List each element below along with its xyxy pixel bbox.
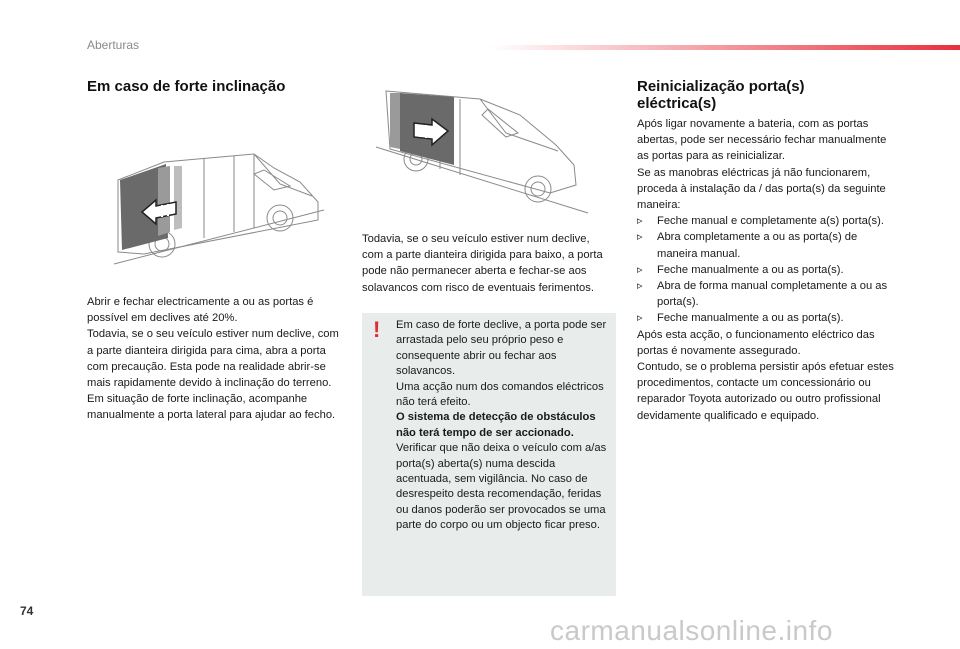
heading-steep-slope: Em caso de forte inclinação (87, 78, 286, 95)
warning-bold-line: O sistema de detecção de obstáculos não terá tempo de ser accionado. (396, 411, 596, 439)
list-item-text: Abra de forma manual completamente a ou as porta(s). (657, 280, 888, 309)
right-intro: Após ligar novamente a bateria, com as portas abertas, pode ser necessário fechar manualmente as portas para as reinicializar. Se as manobras eléctricas já não funcionarem, proceda à instalação da / das porta(s) da seguinte maneira: (637, 118, 887, 212)
section-title: Aberturas (87, 38, 140, 52)
list-item (637, 262, 899, 278)
page-number: 74 (20, 604, 34, 618)
left-paragraph-text: Abrir e fechar electricamente a ou as portas é possível em declives até 20%. Todavia, se o seu veículo estiver num declive, com a parte dianteira dirigida para cima, abra a porta com precaução. Esta pode na realidade abrir-se mais rapidamente devido à inclinação do terreno. Em situação de forte inclinação, acompanhe manualmente a porta lateral para ajudar ao fecho. (87, 296, 339, 422)
list-item (637, 310, 899, 326)
warning-line-2: Uma acção num dos comandos eléctricos não terá efeito. (396, 380, 604, 409)
warning-line-3: Verificar que não deixa o veículo com a/as porta(s) aberta(s) numa descida acentuada, sem vigilância. No caso de desrespeito desta recomendação, feridas ou danos poderão ser provocados se uma parte do corpo ou um objecto ficar preso. (396, 442, 607, 532)
bullet-icon: ▹ (637, 215, 643, 228)
list-item-text: Abra completamente a ou as porta(s) de maneira manual. (657, 231, 858, 260)
list-item (637, 229, 899, 261)
right-column (637, 116, 899, 424)
bullet-icon: ▹ (637, 280, 643, 293)
list-item-text: Feche manual e completamente a(s) porta(s). (657, 215, 884, 228)
warning-text (396, 318, 610, 534)
bullet-icon: ▹ (637, 231, 643, 244)
right-outro: Após esta acção, o funcionamento eléctrico das portas é novamente assegurado. Contudo, se o problema persistir após efetuar estes procedimentos, contacte um concessionário ou reparador Toyota autorizado ou outro profissional devidamente qualificado e equipado. (637, 328, 894, 422)
middle-paragraph: Todavia, se o seu veículo estiver num declive, com a parte dianteira dirigida para baixo, a porta pode não permanecer aberta e fechar-se aos solavancos com risco de eventuais ferimentos. (362, 233, 603, 294)
bullet-icon: ▹ (637, 263, 643, 276)
header-rule (490, 45, 960, 50)
exclamation-icon: ! (373, 317, 381, 342)
van-uphill-illustration (104, 140, 330, 268)
list-item-text: Feche manualmente a ou as porta(s). (657, 312, 844, 325)
heading-door-reset: Reinicialização porta(s) eléctrica(s) (637, 78, 805, 112)
watermark: carmanualsonline.info (550, 615, 833, 646)
list-item (637, 278, 899, 310)
list-item-text: Feche manualmente a ou as porta(s). (657, 263, 844, 276)
left-paragraph (87, 294, 345, 424)
bullet-icon: ▹ (637, 312, 643, 325)
van-downhill-illustration (370, 85, 596, 217)
warning-line-1: Em caso de forte declive, a porta pode ser arrastada pelo seu próprio peso e consequente abrir ou fechar aos solavancos. (396, 319, 607, 378)
list-item (637, 213, 899, 229)
